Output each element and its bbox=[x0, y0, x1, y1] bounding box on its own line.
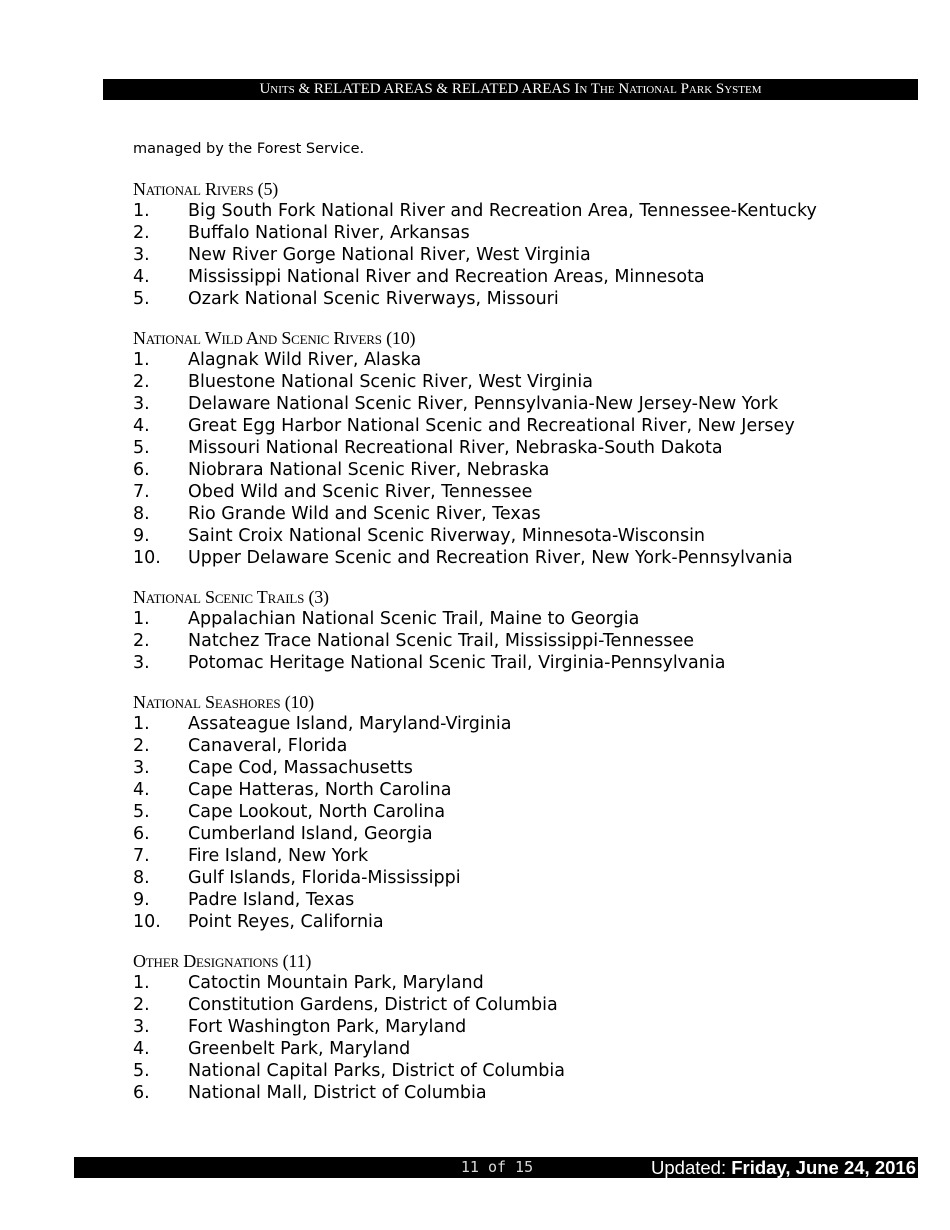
list-item bbox=[133, 608, 933, 630]
page-footer bbox=[74, 1157, 918, 1178]
list-item-number: 2. bbox=[133, 736, 150, 756]
list-item-number: 2. bbox=[133, 995, 150, 1015]
list-item bbox=[133, 459, 933, 481]
list-item-number: 3. bbox=[133, 653, 150, 673]
list-item-text: Gulf Islands, Florida-Mississippi bbox=[188, 868, 461, 888]
list-item bbox=[133, 503, 933, 525]
list-item-text: Cumberland Island, Georgia bbox=[188, 824, 433, 844]
list-item bbox=[133, 911, 933, 933]
list-item-number: 5. bbox=[133, 438, 150, 458]
list-section bbox=[133, 950, 933, 1104]
list-item-number: 10. bbox=[133, 548, 161, 568]
document-body bbox=[133, 139, 933, 1121]
list-item-number: 2. bbox=[133, 631, 150, 651]
list-item-text: Canaveral, Florida bbox=[188, 736, 348, 756]
updated-date: Friday, June 24, 2016 bbox=[731, 1157, 916, 1178]
list-item-text: Bluestone National Scenic River, West Virginia bbox=[188, 372, 593, 392]
list-item-number: 10. bbox=[133, 912, 161, 932]
section-title: Other Designations (11) bbox=[133, 951, 312, 971]
list-item-text: Saint Croix National Scenic Riverway, Minnesota-Wisconsin bbox=[188, 526, 706, 546]
list-item-text: Point Reyes, California bbox=[188, 912, 384, 932]
list-section bbox=[133, 691, 933, 933]
list-item bbox=[133, 200, 933, 222]
list-item-text: Ozark National Scenic Riverways, Missouri bbox=[188, 289, 559, 309]
intro-text: managed by the Forest Service. bbox=[133, 141, 365, 157]
list-item-number: 5. bbox=[133, 1061, 150, 1081]
list-item-number: 2. bbox=[133, 372, 150, 392]
list-item-text: Greenbelt Park, Maryland bbox=[188, 1039, 411, 1059]
list-item-number: 3. bbox=[133, 758, 150, 778]
list-item-text: Big South Fork National River and Recreation Area, Tennessee-Kentucky bbox=[188, 201, 817, 221]
list-item-number: 1. bbox=[133, 201, 150, 221]
list-item bbox=[133, 1082, 933, 1104]
list-item-text: Alagnak Wild River, Alaska bbox=[188, 350, 422, 370]
list-item-text: Appalachian National Scenic Trail, Maine to Georgia bbox=[188, 609, 640, 629]
list-item bbox=[133, 652, 933, 674]
numbered-list bbox=[133, 349, 933, 569]
list-item-number: 3. bbox=[133, 1017, 150, 1037]
list-item-text: Natchez Trace National Scenic Trail, Mississippi-Tennessee bbox=[188, 631, 695, 651]
list-item bbox=[133, 757, 933, 779]
list-item-number: 1. bbox=[133, 350, 150, 370]
list-item bbox=[133, 779, 933, 801]
list-item-number: 5. bbox=[133, 289, 150, 309]
list-item bbox=[133, 867, 933, 889]
updated-label: Updated: bbox=[651, 1157, 727, 1178]
list-item-text: Padre Island, Texas bbox=[188, 890, 355, 910]
list-section bbox=[133, 178, 933, 310]
list-item bbox=[133, 1060, 933, 1082]
numbered-list bbox=[133, 713, 933, 933]
list-item-text: Buffalo National River, Arkansas bbox=[188, 223, 470, 243]
list-item-text: Cape Cod, Massachusetts bbox=[188, 758, 413, 778]
section-title: National Seashores (10) bbox=[133, 692, 314, 712]
numbered-list bbox=[133, 608, 933, 674]
section-title: National Rivers (5) bbox=[133, 179, 279, 199]
list-item-text: Missouri National Recreational River, Nebraska-South Dakota bbox=[188, 438, 723, 458]
list-item-number: 7. bbox=[133, 846, 150, 866]
list-item bbox=[133, 244, 933, 266]
list-item bbox=[133, 972, 933, 994]
list-item-text: Cape Hatteras, North Carolina bbox=[188, 780, 452, 800]
list-item bbox=[133, 801, 933, 823]
list-item-text: Constitution Gardens, District of Columbia bbox=[188, 995, 558, 1015]
list-item bbox=[133, 1016, 933, 1038]
header-title: Units & RELATED AREAS & RELATED AREAS In The National Park System bbox=[259, 81, 762, 97]
list-item-number: 1. bbox=[133, 714, 150, 734]
list-item-number: 4. bbox=[133, 1039, 150, 1059]
list-item-text: Potomac Heritage National Scenic Trail, Virginia-Pennsylvania bbox=[188, 653, 726, 673]
list-item-text: Fort Washington Park, Maryland bbox=[188, 1017, 467, 1037]
list-item-text: National Capital Parks, District of Columbia bbox=[188, 1061, 565, 1081]
numbered-list bbox=[133, 200, 933, 310]
list-item-number: 4. bbox=[133, 416, 150, 436]
list-item-text: Rio Grande Wild and Scenic River, Texas bbox=[188, 504, 541, 524]
list-item bbox=[133, 994, 933, 1016]
list-item bbox=[133, 823, 933, 845]
list-item-number: 7. bbox=[133, 482, 150, 502]
list-item bbox=[133, 349, 933, 371]
list-item bbox=[133, 288, 933, 310]
list-item bbox=[133, 713, 933, 735]
list-section bbox=[133, 586, 933, 674]
list-item-number: 3. bbox=[133, 394, 150, 414]
list-item-number: 4. bbox=[133, 780, 150, 800]
list-item bbox=[133, 525, 933, 547]
list-item bbox=[133, 481, 933, 503]
list-item bbox=[133, 437, 933, 459]
list-item-text: Upper Delaware Scenic and Recreation River, New York-Pennsylvania bbox=[188, 548, 793, 568]
list-item-text: Catoctin Mountain Park, Maryland bbox=[188, 973, 484, 993]
list-item-number: 8. bbox=[133, 868, 150, 888]
list-item-number: 1. bbox=[133, 973, 150, 993]
list-item-number: 5. bbox=[133, 802, 150, 822]
list-item bbox=[133, 371, 933, 393]
list-section bbox=[133, 327, 933, 569]
list-item bbox=[133, 393, 933, 415]
list-item-text: Fire Island, New York bbox=[188, 846, 369, 866]
list-item-text: Niobrara National Scenic River, Nebraska bbox=[188, 460, 550, 480]
list-item-number: 6. bbox=[133, 1083, 150, 1103]
list-item-text: Mississippi National River and Recreation Areas, Minnesota bbox=[188, 267, 705, 287]
list-item bbox=[133, 735, 933, 757]
list-item bbox=[133, 1038, 933, 1060]
updated-stamp bbox=[651, 1157, 916, 1178]
list-item-number: 1. bbox=[133, 609, 150, 629]
list-item-text: New River Gorge National River, West Virginia bbox=[188, 245, 591, 265]
list-item-number: 9. bbox=[133, 526, 150, 546]
list-item-text: Cape Lookout, North Carolina bbox=[188, 802, 446, 822]
list-item-number: 2. bbox=[133, 223, 150, 243]
list-item-text: Obed Wild and Scenic River, Tennessee bbox=[188, 482, 533, 502]
list-item bbox=[133, 845, 933, 867]
list-item-number: 6. bbox=[133, 824, 150, 844]
list-item-text: Great Egg Harbor National Scenic and Recreational River, New Jersey bbox=[188, 416, 795, 436]
list-item-number: 8. bbox=[133, 504, 150, 524]
list-item-number: 9. bbox=[133, 890, 150, 910]
list-item bbox=[133, 415, 933, 437]
numbered-list bbox=[133, 972, 933, 1104]
list-item-number: 6. bbox=[133, 460, 150, 480]
list-item-text: National Mall, District of Columbia bbox=[188, 1083, 487, 1103]
page-number: 11 of 15 bbox=[460, 1158, 534, 1176]
sections-container bbox=[133, 178, 933, 1104]
section-title: National Wild And Scenic Rivers (10) bbox=[133, 328, 416, 348]
list-item bbox=[133, 630, 933, 652]
list-item bbox=[133, 889, 933, 911]
section-title: National Scenic Trails (3) bbox=[133, 587, 329, 607]
page-header bbox=[103, 79, 918, 100]
list-item bbox=[133, 266, 933, 288]
list-item bbox=[133, 547, 933, 569]
list-item-text: Assateague Island, Maryland-Virginia bbox=[188, 714, 512, 734]
list-item-text: Delaware National Scenic River, Pennsylvania-New Jersey-New York bbox=[188, 394, 779, 414]
list-item-number: 3. bbox=[133, 245, 150, 265]
list-item bbox=[133, 222, 933, 244]
list-item-number: 4. bbox=[133, 267, 150, 287]
